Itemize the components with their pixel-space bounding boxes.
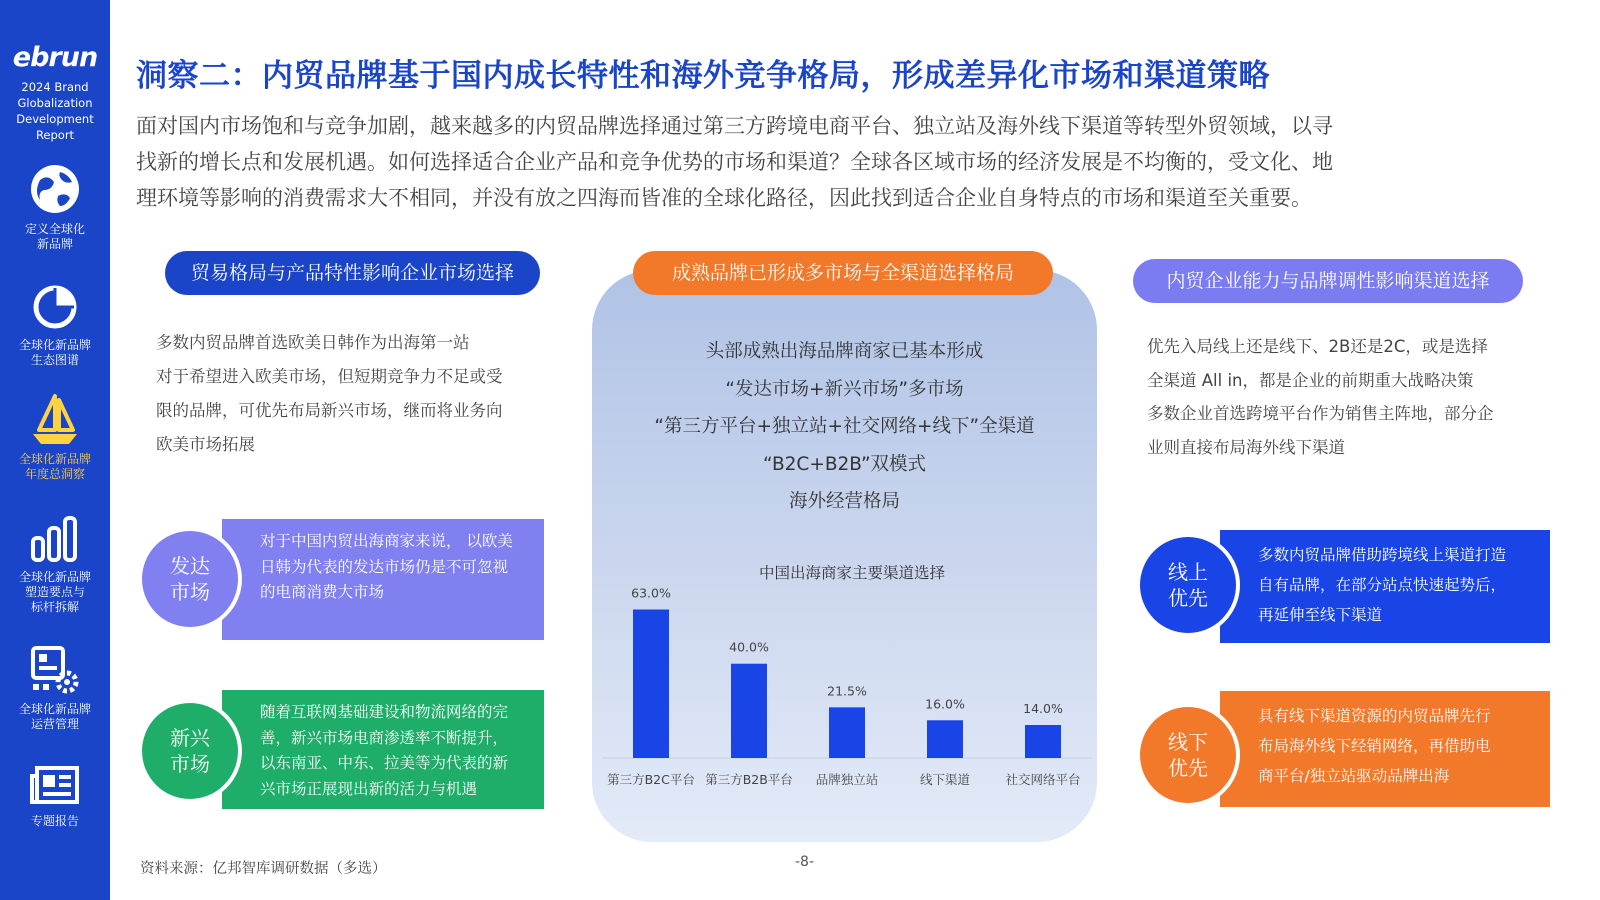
developed-market-badge xyxy=(138,527,242,631)
report-title xyxy=(0,79,110,143)
badge-line: 新兴 xyxy=(170,726,210,750)
market-selection-text xyxy=(156,326,556,462)
card-line: 对于中国内贸出海商家来说， 以欧美 xyxy=(260,532,513,550)
chart-category-label: 品牌独立站 xyxy=(815,772,879,787)
sidebar-item-label: 全球化新品牌 xyxy=(18,452,91,466)
card-line: 布局海外线下经销网络，再借助电 xyxy=(1258,737,1491,755)
text-line: 优先入局线上还是线下、2B还是2C，或是选择 xyxy=(1147,337,1488,356)
chart-bar xyxy=(829,707,865,758)
channel-bar-chart xyxy=(592,550,1097,820)
sidebar-item-label: 全球化新品牌 xyxy=(18,570,91,584)
mature-brand-text xyxy=(592,333,1097,521)
badge-line: 市场 xyxy=(170,580,210,604)
intro-line: 找新的增长点和发展机遇。如何选择适合企业产品和竞争优势的市场和渠道？全球各区域市场的经济发展是不均衡的，受文化、地 xyxy=(136,150,1333,174)
chart-category-label: 社交网络平台 xyxy=(1005,772,1081,787)
report-title-line: Report xyxy=(35,128,75,142)
text-line: 欧美市场拓展 xyxy=(156,435,255,454)
card-line: 商平台/独立站驱动品牌出海 xyxy=(1258,767,1450,785)
card-line: 善，新兴市场电商渗透率不断提升， xyxy=(260,728,509,747)
text-line: 多数内贸品牌首选欧美日韩作为出海第一站 xyxy=(156,333,470,352)
badge-line: 发达 xyxy=(170,554,210,578)
emerging-market-card xyxy=(222,690,544,809)
sidebar-item-define-brand[interactable] xyxy=(0,162,110,252)
sidebar-item-label: 专题报告 xyxy=(30,814,79,828)
chart-category-label: 第三方B2B平台 xyxy=(705,772,793,787)
text-line: 业则直接布局海外线下渠道 xyxy=(1147,437,1345,457)
text-line: 限的品牌，可优先布局新兴市场，继而将业务向 xyxy=(156,401,503,420)
sidebar xyxy=(0,0,110,900)
sidebar-item-label: 运营管理 xyxy=(30,717,79,731)
channel-selection-text xyxy=(1147,330,1547,464)
badge-line: 线上 xyxy=(1168,560,1208,584)
chart-bar xyxy=(927,720,963,758)
chart-category-label: 线下渠道 xyxy=(919,772,971,787)
sailboat-icon xyxy=(29,392,81,446)
sidebar-item-annual-insight[interactable] xyxy=(0,392,110,482)
text-line: “B2C+B2B”双模式 xyxy=(762,453,927,475)
text-line: “发达市场+新兴市场”多市场 xyxy=(725,378,964,400)
chart-value-label: 14.0% xyxy=(1023,701,1063,716)
text-line: 对于希望进入欧美市场，但短期竞争力不足或受 xyxy=(156,367,503,386)
chart-bar xyxy=(1025,725,1061,758)
newspaper-icon xyxy=(29,764,81,808)
sidebar-item-label: 全球化新品牌 xyxy=(18,702,91,716)
chart-value-label: 40.0% xyxy=(729,639,769,655)
offline-first-card xyxy=(1220,691,1550,807)
sidebar-item-benchmark[interactable] xyxy=(0,514,110,615)
chart-value-label: 16.0% xyxy=(925,696,965,712)
chart-title: 中国出海商家主要渠道选择 xyxy=(758,564,946,582)
badge-line: 优先 xyxy=(1168,756,1208,780)
intro-paragraph xyxy=(136,108,1486,216)
mature-brand-pill: 成熟品牌已形成多市场与全渠道选择格局 xyxy=(633,251,1053,295)
sidebar-item-label: 标杆拆解 xyxy=(30,600,79,614)
page-title: 洞察二：内贸品牌基于国内成长特性和海外竞争格局，形成差异化市场和渠道策略 xyxy=(136,58,1270,94)
chart-value-label: 21.5% xyxy=(827,683,867,699)
card-line: 随着互联网基础建设和物流网络的完 xyxy=(260,703,509,721)
text-line: 海外经营格局 xyxy=(788,491,900,512)
page-number: -8- xyxy=(795,854,815,870)
online-first-card xyxy=(1220,530,1550,643)
card-line: 再延伸至线下渠道 xyxy=(1258,606,1383,624)
developed-market-card xyxy=(222,519,544,640)
market-selection-pill: 贸易格局与产品特性影响企业市场选择 xyxy=(165,251,540,295)
badge-line: 优先 xyxy=(1168,586,1208,610)
sidebar-item-operations[interactable] xyxy=(0,644,110,732)
intro-line: 理环境等影响的消费需求大不相同，并没有放之四海而皆准的全球化路径，因此找到适合企业自身特点的市场和渠道至关重要。 xyxy=(136,186,1312,210)
gear-grid-icon xyxy=(29,644,81,696)
globe-icon xyxy=(28,162,82,216)
report-title-line: Globalization xyxy=(17,96,93,110)
chart-bar xyxy=(633,610,669,759)
channel-selection-pill: 内贸企业能力与品牌调性影响渠道选择 xyxy=(1133,259,1523,303)
intro-line: 面对国内市场饱和与竞争加剧，越来越多的内贸品牌选择通过第三方跨境电商平台、独立站及海外线下渠道等转型外贸领域，以寻 xyxy=(136,114,1333,138)
bar-chart-icon xyxy=(29,514,81,564)
text-line: 头部成熟出海品牌商家已基本形成 xyxy=(705,341,984,362)
card-line: 的电商消费大市场 xyxy=(260,583,385,601)
sidebar-item-label: 塑造要点与 xyxy=(24,585,85,599)
chart-value-label: 63.0% xyxy=(631,585,671,601)
sidebar-item-label: 年度总洞察 xyxy=(24,467,85,481)
sidebar-item-special-report[interactable] xyxy=(0,764,110,829)
pie-chart-icon xyxy=(30,282,80,332)
chart-category-label: 第三方B2C平台 xyxy=(607,772,695,787)
emerging-market-badge xyxy=(138,699,242,803)
badge-line: 市场 xyxy=(170,752,210,776)
ebrun-logo: ebrun xyxy=(12,42,98,73)
sidebar-item-label: 生态图谱 xyxy=(30,353,79,367)
card-line: 具有线下渠道资源的内贸品牌先行 xyxy=(1258,707,1491,725)
sidebar-item-label: 新品牌 xyxy=(36,237,73,251)
sidebar-item-label: 定义全球化 xyxy=(24,222,85,236)
card-line: 以东南亚、中东、拉美等为代表的新 xyxy=(260,754,509,772)
online-first-badge xyxy=(1136,533,1240,637)
card-line: 多数内贸品牌借助跨境线上渠道打造 xyxy=(1258,546,1507,564)
offline-first-badge xyxy=(1136,703,1240,807)
report-title-line: 2024 Brand xyxy=(21,80,89,94)
card-line: 自有品牌，在部分站点快速起势后， xyxy=(1258,576,1507,594)
sidebar-item-label: 全球化新品牌 xyxy=(18,338,91,352)
data-source: 资料来源：亿邦智库调研数据（多选） xyxy=(140,861,387,877)
text-line: 全渠道 All in，都是企业的前期重大战略决策 xyxy=(1147,370,1474,390)
sidebar-item-ecosystem-map[interactable] xyxy=(0,282,110,368)
badge-line: 线下 xyxy=(1168,730,1208,754)
text-line: 多数企业首选跨境平台作为销售主阵地，部分企 xyxy=(1147,404,1494,423)
card-line: 日韩为代表的发达市场仍是不可忽视 xyxy=(260,557,509,576)
report-title-line: Development xyxy=(16,112,94,126)
card-line: 兴市场正展现出新的活力与机遇 xyxy=(260,779,478,798)
chart-bar xyxy=(731,664,767,758)
text-line: “第三方平台+独立站+社交网络+线下”全渠道 xyxy=(654,416,1035,437)
